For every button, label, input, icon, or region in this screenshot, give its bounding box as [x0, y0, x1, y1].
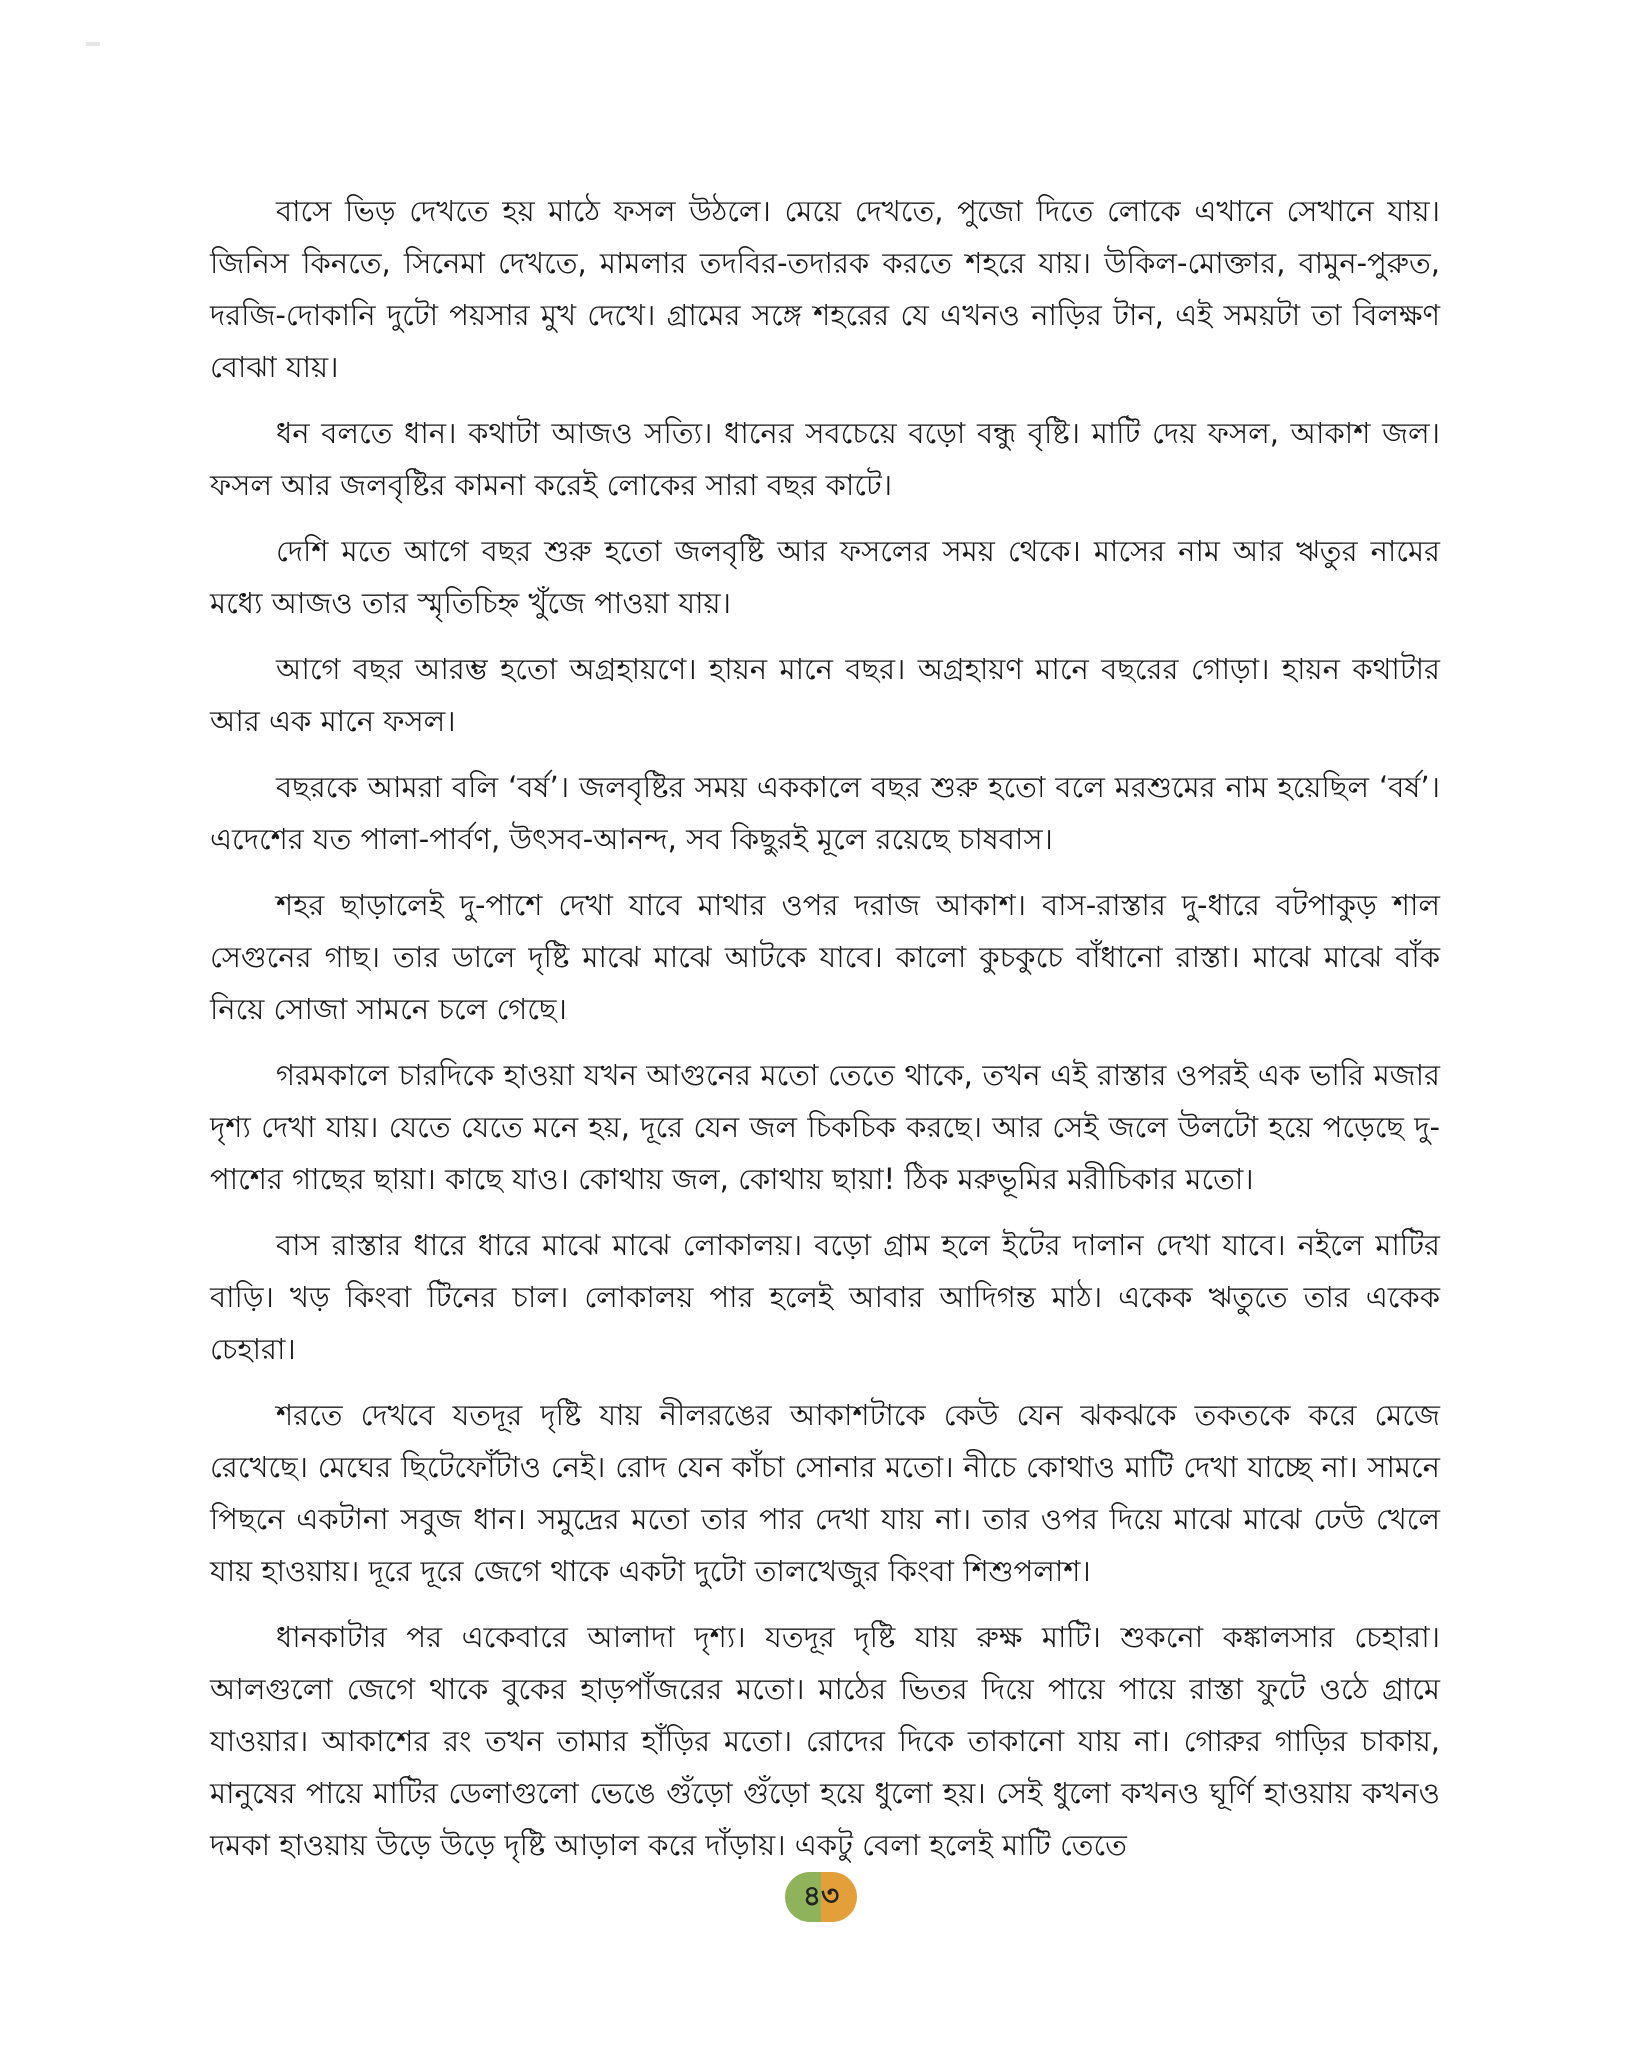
paragraph: ধানকাটার পর একেবারে আলাদা দৃশ্য। যতদূর দৃষ্টি যায় রুক্ষ মাটি। শুকনো কঙ্কালসার চেহারা। আলগুলো জেগে থাকে বুকের হাড়পাঁজরের মতো। মাঠের ভিতর দিয়ে পায়ে পায়ে রাস্তা ফুটে ওঠে গ্রামে যাওয়ার। আকাশের রং তখন তামার হাঁড়ির মতো। রোদের দিকে তাকানো যায় না। গোরুর গাড়ির চাকায়, মানুষের পায়ে মাটির ডেলাগুলো ভেঙে গুঁড়ো গুঁড়ো হয়ে ধুলো হয়। সেই ধুলো কখনও ঘূর্ণি হাওয়ায় কখনও দমকা হাওয়ায় উড়ে উড়ে দৃষ্টি আড়াল করে দাঁড়ায়। একটু বেলা হলেই মাটি তেতে [210, 1620, 1440, 1862]
paragraph: বছরকে আমরা বলি ‘বর্ষ’। জলবৃষ্টির সময় এককালে বছর শুরু হতো বলে মরশুমের নাম হয়েছিল ‘বর্ষ’। এদেশের যত পালা-পার্বণ, উৎসব-আনন্দ, সব কিছুরই মূলে রয়েছে চাষবাস। [210, 770, 1440, 856]
paragraph: গরমকালে চারদিকে হাওয়া যখন আগুনের মতো তেতে থাকে, তখন এই রাস্তার ওপরই এক ভারি মজার দৃশ্য দেখা যায়। যেতে যেতে মনে হয়, দূরে যেন জল চিকচিক করছে। আর সেই জলে উলটো হয়ে পড়েছে দু-পাশের গাছের ছায়া। কাছে যাও। কোথায় জল, কোথায় ছায়া! ঠিক মরুভূমির মরীচিকার মতো। [210, 1058, 1440, 1196]
page-number: ৪৩ [802, 1878, 840, 1912]
paragraph: আগে বছর আরম্ভ হতো অগ্রহায়ণে। হায়ন মানে বছর। অগ্রহায়ণ মানে বছরের গোড়া। হায়ন কথাটার আর এক মানে ফসল। [210, 652, 1440, 738]
paragraph: শহর ছাড়ালেই দু-পাশে দেখা যাবে মাথার ওপর দরাজ আকাশ। বাস-রাস্তার দু-ধারে বটপাকুড় শাল সেগুনের গাছ। তার ডালে দৃষ্টি মাঝে মাঝে আটকে যাবে। কালো কুচকুচে বাঁধানো রাস্তা। মাঝে মাঝে বাঁক নিয়ে সোজা সামনে চলে গেছে। [210, 888, 1440, 1026]
paragraph: দেশি মতে আগে বছর শুরু হতো জলবৃষ্টি আর ফসলের সময় থেকে। মাসের নাম আর ঋতুর নামের মধ্যে আজও তার স্মৃতিচিহ্ন খুঁজে পাওয়া যায়। [210, 534, 1440, 620]
paragraph: শরতে দেখবে যতদূর দৃষ্টি যায় নীলরঙের আকাশটাকে কেউ যেন ঝকঝকে তকতকে করে মেজে রেখেছে। মেঘের ছিটেফোঁটাও নেই। রোদ যেন কাঁচা সোনার মতো। নীচে কোথাও মাটি দেখা যাচ্ছে না। সামনে পিছনে একটানা সবুজ ধান। সমুদ্রের মতো তার পার দেখা যায় না। তার ওপর দিয়ে মাঝে মাঝে ঢেউ খেলে যায় হাওয়ায়। দূরে দূরে জেগে থাকে একটা দুটো তালখেজুর কিংবা শিশুপলাশ। [210, 1398, 1440, 1588]
page-number-badge [785, 1872, 857, 1922]
page-body [210, 185, 1440, 1885]
paragraph: বাসে ভিড় দেখতে হয় মাঠে ফসল উঠলে। মেয়ে দেখতে, পুজো দিতে লোকে এখানে সেখানে যায়। জিনিস কিনতে, সিনেমা দেখতে, মামলার তদবির-তদারক করতে শহরে যায়। উকিল-মোক্তার, বামুন-পুরুত, দরজি-দোকানি দুটো পয়সার মুখ দেখে। গ্রামের সঙ্গে শহরের যে এখনও নাড়ির টান, এই সময়টা তা বিলক্ষণ বোঝা যায়। [210, 194, 1440, 384]
scan-mark [86, 42, 100, 46]
paragraph: ধন বলতে ধান। কথাটা আজও সত্যি। ধানের সবচেয়ে বড়ো বন্ধু বৃষ্টি। মাটি দেয় ফসল, আকাশ জল। ফসল আর জলবৃষ্টির কামনা করেই লোকের সারা বছর কাটে। [210, 416, 1440, 502]
paragraph: বাস রাস্তার ধারে ধারে মাঝে মাঝে লোকালয়। বড়ো গ্রাম হলে ইটের দালান দেখা যাবে। নইলে মাটির বাড়ি। খড় কিংবা টিনের চাল। লোকালয় পার হলেই আবার আদিগন্ত মাঠ। একেক ঋতুতে তার একেক চেহারা। [210, 1228, 1440, 1366]
